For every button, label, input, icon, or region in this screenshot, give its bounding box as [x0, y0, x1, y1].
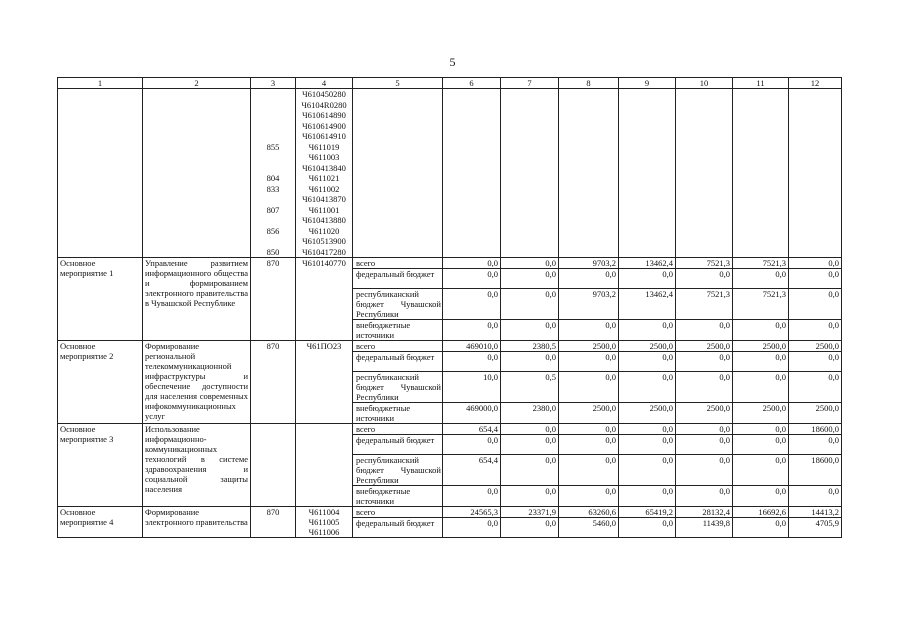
code-line — [253, 194, 293, 205]
value-cell: 0,0 — [789, 258, 842, 269]
column-header-7: 7 — [501, 78, 559, 89]
value-cell: 0,0 — [443, 258, 501, 269]
value-cell: 0,0 — [559, 352, 619, 372]
table-body — [58, 78, 842, 538]
funding-source-cell: всего — [353, 507, 443, 518]
value-cell: 0,0 — [501, 289, 559, 320]
cont-col3 — [251, 89, 296, 258]
value-cell: 0,0 — [676, 455, 733, 486]
value-cell: 0,0 — [559, 455, 619, 486]
activity-cell: Основное мероприятие 2 — [58, 341, 143, 424]
value-cell: 2500,0 — [559, 403, 619, 424]
column-header-4: 4 — [296, 78, 353, 89]
code-line: Ч61ПО23 — [306, 341, 342, 351]
value-cell: 0,0 — [443, 352, 501, 372]
code-line: Ч611005 — [308, 517, 340, 527]
value-cell: 0,0 — [559, 320, 619, 341]
value-cell: 0,0 — [676, 320, 733, 341]
funding-source-cell: внебюджетные источники — [353, 486, 443, 507]
value-cell: 2380,0 — [501, 403, 559, 424]
value-cell: 469010,0 — [443, 341, 501, 352]
responsible-code-cell: 870 — [251, 258, 296, 341]
value-cell: 0,0 — [501, 258, 559, 269]
column-header-12: 12 — [789, 78, 842, 89]
code-line: Ч611003 — [308, 152, 340, 162]
budget-table — [57, 77, 842, 538]
column-header-11: 11 — [733, 78, 789, 89]
value-cell: 0,0 — [559, 435, 619, 455]
code-line — [253, 121, 293, 132]
value-cell: 0,0 — [676, 435, 733, 455]
value-cell: 0,0 — [789, 320, 842, 341]
cont-col8 — [559, 89, 619, 258]
value-cell: 2500,0 — [733, 403, 789, 424]
value-cell: 0,0 — [733, 320, 789, 341]
value-cell: 0,0 — [789, 372, 842, 403]
funding-source-cell: федеральный бюджет — [353, 435, 443, 455]
funding-source-cell: внебюджетные источники — [353, 403, 443, 424]
funding-source-cell: всего — [353, 341, 443, 352]
code-line — [253, 152, 293, 163]
code-line: Ч610413880 — [302, 215, 346, 225]
value-cell: 2500,0 — [789, 341, 842, 352]
value-cell: 2500,0 — [676, 403, 733, 424]
value-cell: 0,0 — [559, 372, 619, 403]
value-cell: 0,0 — [443, 320, 501, 341]
value-cell: 0,0 — [619, 269, 676, 289]
value-cell: 0,0 — [789, 289, 842, 320]
value-cell: 0,0 — [733, 455, 789, 486]
code-line: 833 — [266, 183, 280, 194]
value-cell: 0,0 — [733, 372, 789, 403]
value-cell: 2380,5 — [501, 341, 559, 352]
value-cell: 9703,2 — [559, 258, 619, 269]
value-cell: 0,0 — [501, 424, 559, 435]
funding-source-cell: всего — [353, 258, 443, 269]
value-cell: 654,4 — [443, 455, 501, 486]
code-line: 804 — [266, 173, 280, 183]
funding-source-cell: федеральный бюджет — [353, 269, 443, 289]
value-cell: 0,0 — [676, 352, 733, 372]
funding-source-cell: республиканский бюджет Чувашской Республики — [353, 289, 443, 320]
activity-cell: Основное мероприятие 1 — [58, 258, 143, 341]
value-cell: 18600,0 — [789, 455, 842, 486]
column-header-2: 2 — [143, 78, 251, 89]
code-line: Ч611001 — [308, 204, 340, 215]
budget-code-cell — [296, 424, 353, 507]
code-line: Ч611002 — [308, 183, 340, 194]
value-cell: 7521,3 — [733, 289, 789, 320]
cont-col12 — [789, 89, 842, 258]
value-cell: 0,0 — [676, 424, 733, 435]
funding-source-cell: федеральный бюджет — [353, 352, 443, 372]
responsible-code-cell: 870 — [251, 507, 296, 538]
value-cell: 0,0 — [501, 352, 559, 372]
value-cell: 0,0 — [559, 486, 619, 507]
value-cell: 63260,6 — [559, 507, 619, 518]
page-number: 5 — [449, 55, 456, 69]
value-cell: 0,0 — [559, 269, 619, 289]
budget-code-cell — [296, 258, 353, 341]
value-cell: 65419,2 — [619, 507, 676, 518]
value-cell: 4705,9 — [789, 518, 842, 538]
table-row — [58, 258, 842, 269]
cont-col6 — [443, 89, 501, 258]
value-cell: 24565,3 — [443, 507, 501, 518]
value-cell: 0,0 — [619, 486, 676, 507]
activity-name-cell: Управление развитием информационного общества и формированием электронного правительства в Чувашской Республике — [143, 258, 251, 341]
table-row — [58, 424, 842, 435]
value-cell: 28132,4 — [676, 507, 733, 518]
value-cell: 2500,0 — [619, 403, 676, 424]
value-cell: 0,5 — [501, 372, 559, 403]
value-cell: 0,0 — [733, 518, 789, 538]
code-line: Ч610614900 — [302, 120, 346, 131]
code-line — [253, 215, 293, 226]
value-cell: 0,0 — [619, 352, 676, 372]
code-line: Ч611006 — [308, 527, 340, 537]
value-cell: 9703,2 — [559, 289, 619, 320]
code-line: 807 — [266, 204, 280, 215]
value-cell: 11439,8 — [676, 518, 733, 538]
value-cell: 2500,0 — [733, 341, 789, 352]
value-cell: 0,0 — [501, 455, 559, 486]
value-cell: 0,0 — [789, 486, 842, 507]
value-cell: 0,0 — [733, 352, 789, 372]
column-header-row — [58, 78, 842, 89]
value-cell: 0,0 — [733, 269, 789, 289]
value-cell: 7521,3 — [733, 258, 789, 269]
code-line: Ч6104R0280 — [301, 99, 347, 110]
code-line: Ч610413840 — [302, 162, 346, 173]
column-header-8: 8 — [559, 78, 619, 89]
code-line — [253, 131, 293, 142]
code-line: Ч611021 — [308, 173, 340, 183]
code-line: 855 — [266, 141, 280, 152]
code-line — [253, 236, 293, 247]
code-line: Ч610513900 — [302, 236, 346, 246]
funding-source-cell: федеральный бюджет — [353, 518, 443, 538]
value-cell: 2500,0 — [619, 341, 676, 352]
code-line — [253, 163, 293, 174]
value-cell: 0,0 — [619, 518, 676, 538]
value-cell: 13462,4 — [619, 258, 676, 269]
cont-col5 — [353, 89, 443, 258]
column-header-10: 10 — [676, 78, 733, 89]
value-cell: 16692,6 — [733, 507, 789, 518]
budget-code-cell — [296, 341, 353, 424]
value-cell: 0,0 — [619, 424, 676, 435]
activity-name-cell: Формирование региональной телекоммуникационной инфраструктуры и обеспечение доступности для населения современных инфокоммуникационных услуг — [143, 341, 251, 424]
activity-name-cell: Использование информационно-коммуникационных технологий в системе здравоохранения и социальной защиты населения — [143, 424, 251, 507]
code-line: 850 — [266, 246, 280, 257]
continuation-row — [58, 89, 842, 258]
code-line: Ч611020 — [308, 225, 340, 236]
column-header-9: 9 — [619, 78, 676, 89]
funding-source-cell: республиканский бюджет Чувашской Республики — [353, 455, 443, 486]
code-line: Ч610140770 — [302, 258, 346, 268]
value-cell: 0,0 — [443, 435, 501, 455]
cont-col11 — [733, 89, 789, 258]
value-cell: 0,0 — [619, 455, 676, 486]
value-cell: 0,0 — [619, 320, 676, 341]
value-cell: 0,0 — [443, 289, 501, 320]
code-line: Ч611004 — [308, 507, 340, 517]
table-row — [58, 341, 842, 352]
cont-col7 — [501, 89, 559, 258]
code-line — [253, 89, 293, 100]
value-cell: 0,0 — [676, 269, 733, 289]
value-cell: 0,0 — [619, 372, 676, 403]
responsible-code-cell — [251, 424, 296, 507]
column-header-3: 3 — [251, 78, 296, 89]
value-cell: 0,0 — [559, 424, 619, 435]
value-cell: 2500,0 — [789, 403, 842, 424]
value-cell: 23371,9 — [501, 507, 559, 518]
cont-col1 — [58, 89, 143, 258]
value-cell: 0,0 — [501, 486, 559, 507]
cont-col10 — [676, 89, 733, 258]
value-cell: 0,0 — [733, 486, 789, 507]
code-line: Ч610450280 — [302, 89, 346, 99]
value-cell: 0,0 — [443, 518, 501, 538]
value-cell: 0,0 — [501, 269, 559, 289]
cont-col2 — [143, 89, 251, 258]
value-cell: 0,0 — [443, 269, 501, 289]
value-cell: 5460,0 — [559, 518, 619, 538]
activity-name-cell: Формирование электронного правительства — [143, 507, 251, 538]
code-line: 856 — [266, 225, 280, 236]
value-cell: 10,0 — [443, 372, 501, 403]
code-line: Ч610417280 — [302, 246, 346, 257]
value-cell: 0,0 — [501, 435, 559, 455]
value-cell: 0,0 — [501, 320, 559, 341]
column-header-5: 5 — [353, 78, 443, 89]
value-cell: 0,0 — [789, 435, 842, 455]
budget-code-cell — [296, 507, 353, 538]
value-cell: 0,0 — [789, 269, 842, 289]
code-line — [253, 110, 293, 121]
value-cell: 0,0 — [619, 435, 676, 455]
value-cell: 13462,4 — [619, 289, 676, 320]
activity-cell: Основное мероприятие 4 — [58, 507, 143, 538]
value-cell: 7521,3 — [676, 258, 733, 269]
code-line — [253, 100, 293, 111]
code-line: Ч611019 — [308, 141, 340, 152]
value-cell: 469000,0 — [443, 403, 501, 424]
cont-col9 — [619, 89, 676, 258]
value-cell: 654,4 — [443, 424, 501, 435]
value-cell: 0,0 — [733, 424, 789, 435]
value-cell: 2500,0 — [676, 341, 733, 352]
column-header-6: 6 — [443, 78, 501, 89]
value-cell: 0,0 — [789, 352, 842, 372]
funding-source-cell: республиканский бюджет Чувашской Республики — [353, 372, 443, 403]
value-cell: 0,0 — [501, 518, 559, 538]
cont-col4 — [296, 89, 353, 258]
responsible-code-cell: 870 — [251, 341, 296, 424]
funding-source-cell: внебюджетные источники — [353, 320, 443, 341]
value-cell: 0,0 — [733, 435, 789, 455]
code-line: Ч610614910 — [302, 131, 346, 141]
table-row — [58, 507, 842, 518]
code-line: Ч610614890 — [302, 110, 346, 120]
value-cell: 14413,2 — [789, 507, 842, 518]
value-cell: 0,0 — [676, 372, 733, 403]
value-cell: 0,0 — [443, 486, 501, 507]
value-cell: 18600,0 — [789, 424, 842, 435]
value-cell: 2500,0 — [559, 341, 619, 352]
activity-cell: Основное мероприятие 3 — [58, 424, 143, 507]
value-cell: 7521,3 — [676, 289, 733, 320]
value-cell: 0,0 — [676, 486, 733, 507]
column-header-1: 1 — [58, 78, 143, 89]
funding-source-cell: всего — [353, 424, 443, 435]
code-line: Ч610413870 — [302, 194, 346, 204]
